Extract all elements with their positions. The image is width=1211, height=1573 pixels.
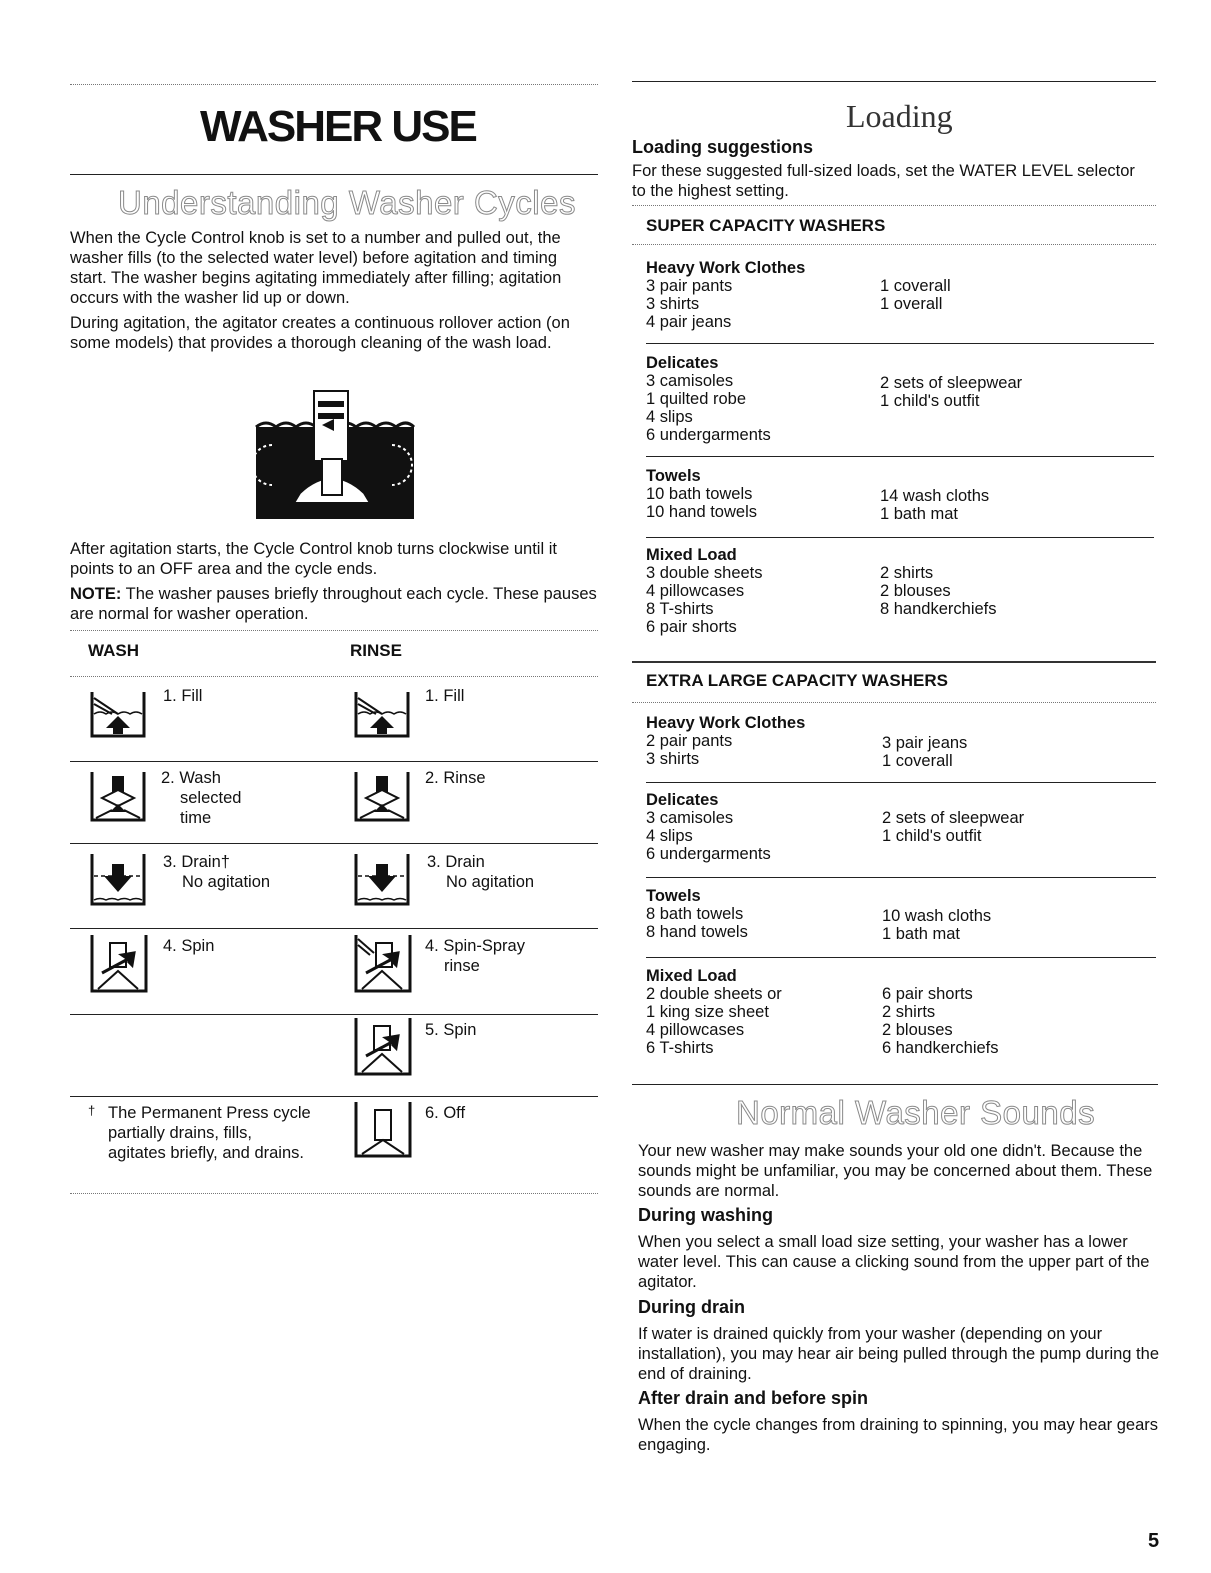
footnote-line-3: agitates briefly, and drains. bbox=[108, 1144, 304, 1162]
wash-column-header: WASH bbox=[88, 641, 139, 660]
extra-mixed-item: 6 pair shorts bbox=[882, 985, 973, 1003]
wash-step-4-label: 4. Spin bbox=[163, 937, 215, 955]
loading-suggestions-heading: Loading suggestions bbox=[632, 137, 814, 157]
note-label: NOTE: bbox=[70, 585, 122, 603]
rinse-step-2 bbox=[425, 768, 486, 788]
super-towels-item: 14 wash cloths bbox=[880, 487, 990, 505]
super-delicates-item: 2 sets of sleepwear bbox=[880, 374, 1023, 392]
extra-capacity-top-rule bbox=[632, 661, 1156, 663]
wash-step-1 bbox=[163, 686, 202, 706]
cycles-paragraph-1: When the Cycle Control knob is set to a number and pulled out, the washer fills (to the selected water level) before agitation and timing start. The washer begins agitating immediately after filling; agitation occurs with the washer lid up or down. bbox=[70, 229, 562, 307]
note-paragraph bbox=[70, 584, 600, 624]
rinse-icon bbox=[352, 770, 412, 824]
cycles-paragraph-3: After agitation starts, the Cycle Control knob turns clockwise until it points to an OFF area and the cycle ends. bbox=[70, 540, 557, 578]
extra-delicates-item: 4 slips bbox=[646, 827, 693, 845]
cycle-table-top-rule bbox=[70, 630, 598, 631]
super-mixed-item: 3 double sheets bbox=[646, 564, 763, 582]
footnote-line-1: The Permanent Press cycle bbox=[108, 1104, 311, 1122]
super-heavy-item: 1 coverall bbox=[880, 277, 951, 295]
extra-rule-1 bbox=[646, 782, 1156, 783]
during-washing-heading: During washing bbox=[638, 1205, 773, 1225]
extra-heavy-item: 3 pair jeans bbox=[882, 734, 968, 752]
super-group-mixed bbox=[646, 546, 1146, 636]
super-mixed-item: 2 shirts bbox=[880, 564, 934, 582]
super-group-towels bbox=[646, 467, 1146, 521]
super-mixed-item: 2 blouses bbox=[880, 582, 951, 600]
rinse-step-6 bbox=[425, 1103, 465, 1123]
sounds-intro: Your new washer may make sounds your old one didn't. Because the sounds might be unfamiliar, you may be concerned about them. These sounds are normal. bbox=[638, 1142, 1153, 1200]
rinse-step-2-label: 2. Rinse bbox=[425, 769, 486, 787]
wash-row-rule-2 bbox=[70, 843, 598, 844]
super-towels-item: 10 hand towels bbox=[646, 503, 757, 521]
footnote-mark: † bbox=[88, 1103, 96, 1118]
footnote bbox=[88, 1103, 311, 1163]
extra-towels-category: Towels bbox=[646, 887, 701, 905]
super-heavy-work-category: Heavy Work Clothes bbox=[646, 259, 806, 277]
extra-group-heavy-work bbox=[646, 714, 1146, 768]
top-rule-right bbox=[632, 81, 1156, 82]
super-group-delicates bbox=[646, 354, 1146, 444]
cycle-header-rule bbox=[70, 676, 598, 677]
extra-mixed-item: 2 blouses bbox=[882, 1021, 953, 1039]
super-delicates-category: Delicates bbox=[646, 354, 719, 372]
extra-group-mixed bbox=[646, 967, 1146, 1057]
section-title-cycles: Understanding Washer Cycles bbox=[118, 184, 576, 221]
wash-row-rule-1 bbox=[70, 761, 598, 762]
wash-row-rule-4 bbox=[70, 1014, 598, 1015]
rinse-step-1 bbox=[425, 686, 464, 706]
wash-step-2-label: 2. Wash bbox=[161, 769, 221, 787]
page-title: WASHER USE bbox=[200, 102, 476, 151]
wash-icon bbox=[88, 770, 148, 824]
title-rule bbox=[70, 174, 598, 175]
rinse-step-3-line-2: No agitation bbox=[446, 873, 535, 891]
wash-step-3-line-2: No agitation bbox=[182, 873, 271, 891]
extra-group-towels bbox=[646, 887, 1146, 941]
super-mixed-item: 4 pillowcases bbox=[646, 582, 745, 600]
super-towels-item: 1 bath mat bbox=[880, 505, 958, 523]
extra-mixed-item: 2 double sheets or bbox=[646, 985, 782, 1003]
sounds-top-rule bbox=[632, 1084, 1158, 1085]
top-rule-left bbox=[70, 84, 598, 85]
extra-delicates-category: Delicates bbox=[646, 791, 719, 809]
wash-row-rule-3 bbox=[70, 928, 598, 929]
extra-capacity-header: EXTRA LARGE CAPACITY WASHERS bbox=[646, 671, 948, 690]
rinse-drain-icon bbox=[352, 852, 412, 908]
rinse-step-4-line-2: rinse bbox=[444, 957, 480, 975]
super-delicates-item: 4 slips bbox=[646, 408, 693, 426]
extra-mixed-item: 4 pillowcases bbox=[646, 1021, 745, 1039]
extra-mixed-item: 6 T-shirts bbox=[646, 1039, 714, 1057]
super-heavy-item: 1 overall bbox=[880, 295, 943, 313]
extra-delicates-item: 3 camisoles bbox=[646, 809, 734, 827]
super-mixed-item: 6 pair shorts bbox=[646, 618, 737, 636]
wash-step-2 bbox=[161, 768, 241, 828]
super-capacity-header-rule bbox=[632, 244, 1156, 245]
super-towels-item: 10 bath towels bbox=[646, 485, 753, 503]
super-towels-category: Towels bbox=[646, 467, 701, 485]
footnote-line-2: partially drains, fills, bbox=[108, 1124, 252, 1142]
super-capacity-top-rule bbox=[632, 205, 1156, 206]
after-drain-heading: After drain and before spin bbox=[638, 1388, 869, 1408]
rinse-step-5-label: 5. Spin bbox=[425, 1021, 477, 1039]
super-group-heavy-work bbox=[646, 259, 1146, 331]
extra-mixed-item: 6 handkerchiefs bbox=[882, 1039, 999, 1057]
rinse-step-3 bbox=[427, 852, 534, 892]
super-mixed-item: 8 handkerchiefs bbox=[880, 600, 997, 618]
wash-step-4 bbox=[163, 936, 214, 956]
rinse-spin-icon bbox=[352, 1016, 414, 1078]
page-number: 5 bbox=[1148, 1530, 1160, 1552]
extra-rule-3 bbox=[646, 957, 1156, 958]
rinse-step-1-label: 1. Fill bbox=[425, 687, 465, 705]
extra-heavy-work-category: Heavy Work Clothes bbox=[646, 714, 806, 732]
rinse-column-header: RINSE bbox=[350, 641, 402, 660]
extra-heavy-item: 1 coverall bbox=[882, 752, 953, 770]
super-mixed-category: Mixed Load bbox=[646, 546, 737, 564]
super-heavy-item: 3 pair pants bbox=[646, 277, 733, 295]
wash-step-2-line-3: time bbox=[180, 809, 212, 827]
loading-intro: For these suggested full-sized loads, set the WATER LEVEL selector to the highest setting. bbox=[632, 162, 1135, 200]
super-heavy-item: 3 shirts bbox=[646, 295, 700, 313]
super-rule-2 bbox=[646, 456, 1154, 457]
extra-mixed-category: Mixed Load bbox=[646, 967, 737, 985]
fill-icon bbox=[88, 690, 148, 740]
during-drain-heading: During drain bbox=[638, 1297, 745, 1317]
rinse-step-4 bbox=[425, 936, 525, 976]
extra-towels-item: 8 bath towels bbox=[646, 905, 744, 923]
extra-heavy-item: 2 pair pants bbox=[646, 732, 733, 750]
super-delicates-item: 3 camisoles bbox=[646, 372, 734, 390]
loading-title: Loading bbox=[846, 98, 953, 134]
cycles-paragraph-2: During agitation, the agitator creates a continuous rollover action (on some models) that provides a thorough cleaning of the wash load. bbox=[70, 314, 570, 352]
drain-icon bbox=[88, 852, 148, 908]
extra-towels-item: 1 bath mat bbox=[882, 925, 960, 943]
extra-mixed-item: 1 king size sheet bbox=[646, 1003, 769, 1021]
wash-step-1-label: 1. Fill bbox=[163, 687, 203, 705]
sounds-title: Normal Washer Sounds bbox=[736, 1094, 1096, 1131]
wash-step-3-label: 3. Drain† bbox=[163, 853, 230, 871]
extra-group-delicates bbox=[646, 791, 1146, 863]
rinse-step-4-label: 4. Spin-Spray bbox=[425, 937, 525, 955]
super-capacity-header: SUPER CAPACITY WASHERS bbox=[646, 216, 886, 235]
extra-mixed-item: 2 shirts bbox=[882, 1003, 936, 1021]
note-text: The washer pauses briefly throughout each cycle. These pauses are normal for washer operation. bbox=[70, 585, 597, 623]
left-bottom-rule bbox=[70, 1193, 598, 1194]
super-delicates-item: 6 undergarments bbox=[646, 426, 771, 444]
super-mixed-item: 8 T-shirts bbox=[646, 600, 714, 618]
extra-delicates-item: 1 child's outfit bbox=[882, 827, 982, 845]
extra-towels-item: 8 hand towels bbox=[646, 923, 748, 941]
extra-towels-item: 10 wash cloths bbox=[882, 907, 992, 925]
rinse-step-5 bbox=[425, 1020, 476, 1040]
off-icon bbox=[352, 1100, 414, 1160]
after-drain-text: When the cycle changes from draining to spinning, you may hear gears engaging. bbox=[638, 1416, 1159, 1454]
extra-delicates-item: 6 undergarments bbox=[646, 845, 771, 863]
extra-heavy-item: 3 shirts bbox=[646, 750, 700, 768]
rinse-step-6-label: 6. Off bbox=[425, 1104, 466, 1122]
extra-capacity-header-rule bbox=[632, 702, 1156, 703]
wash-row-rule-5 bbox=[70, 1096, 598, 1097]
during-washing-text: When you select a small load size setting, your washer has a lower water level. This can cause a clicking sound from the upper part of the agitator. bbox=[638, 1233, 1150, 1291]
extra-rule-2 bbox=[646, 877, 1156, 878]
wash-step-3 bbox=[163, 852, 270, 892]
rinse-step-3-label: 3. Drain bbox=[427, 853, 485, 871]
during-drain-text: If water is drained quickly from your washer (depending on your installation), you may hear air being pulled through the pump during the end of draining. bbox=[638, 1325, 1159, 1383]
wash-step-2-line-2: selected bbox=[180, 789, 242, 807]
agitator-illustration bbox=[252, 385, 418, 520]
super-rule-1 bbox=[646, 343, 1154, 344]
super-delicates-item: 1 child's outfit bbox=[880, 392, 980, 410]
super-delicates-item: 1 quilted robe bbox=[646, 390, 746, 408]
super-heavy-item: 4 pair jeans bbox=[646, 313, 732, 331]
extra-delicates-item: 2 sets of sleepwear bbox=[882, 809, 1025, 827]
super-rule-3 bbox=[646, 537, 1154, 538]
spin-spray-icon bbox=[352, 933, 414, 995]
rinse-fill-icon bbox=[352, 690, 412, 740]
spin-icon bbox=[88, 933, 150, 995]
